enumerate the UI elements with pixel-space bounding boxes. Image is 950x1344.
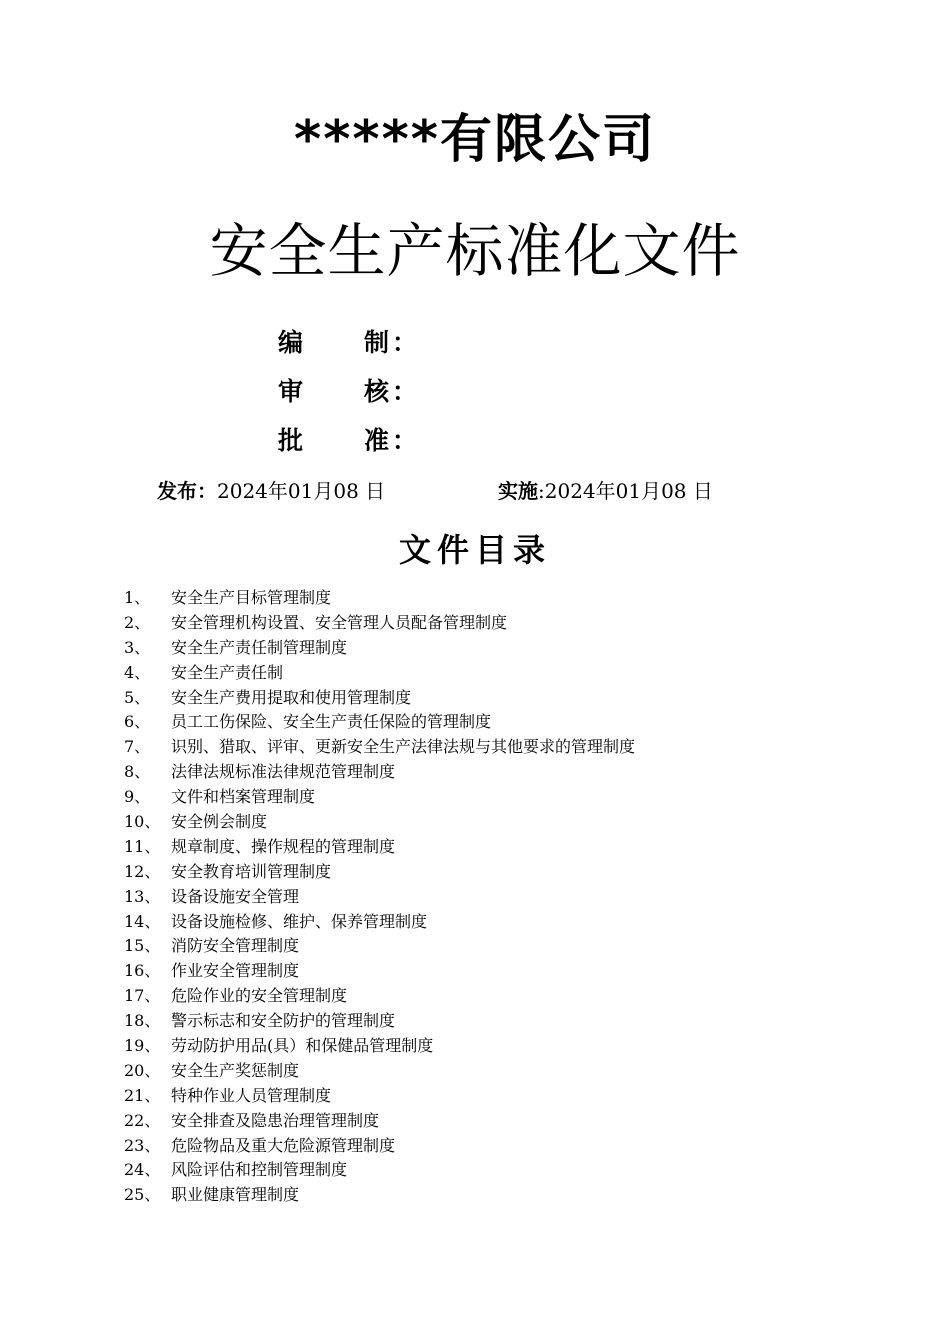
release-date-label: 发布： bbox=[157, 479, 217, 503]
toc-item-title: 规章制度、操作规程的管理制度 bbox=[171, 836, 396, 856]
toc-item-title: 识别、猎取、评审、更新安全生产法律法规与其他要求的管理制度 bbox=[171, 737, 636, 757]
toc-item-number: 12、 bbox=[124, 861, 161, 881]
toc-item-title: 安全生产目标管理制度 bbox=[171, 588, 332, 607]
toc-item-number: 15、 bbox=[124, 936, 161, 956]
toc-item-title: 作业安全管理制度 bbox=[171, 961, 300, 981]
toc-item-title: 文件和档案管理制度 bbox=[171, 787, 316, 807]
toc-item bbox=[124, 810, 635, 835]
toc-item-title: 安全教育培训管理制度 bbox=[171, 861, 332, 881]
toc-item-title: 劳动防护用品(具）和保健品管理制度 bbox=[171, 1036, 434, 1056]
toc-item-number: 20、 bbox=[124, 1060, 161, 1080]
toc-item-number: 21、 bbox=[124, 1085, 161, 1105]
implementation-date-value: :2024年01月08 日 bbox=[538, 479, 713, 503]
toc-title: 文件目录 bbox=[398, 531, 551, 569]
toc-item-title: 安全生产奖惩制度 bbox=[171, 1060, 300, 1080]
toc-item bbox=[124, 1059, 635, 1084]
sign-label-colon: ： bbox=[392, 377, 418, 406]
toc-item-number: 5、 bbox=[124, 687, 151, 707]
toc-item-number: 18、 bbox=[124, 1011, 161, 1031]
toc-item-number: 11、 bbox=[124, 836, 161, 856]
sign-label-char-1: 批 bbox=[278, 426, 304, 455]
toc-item-title: 危险作业的安全管理制度 bbox=[171, 986, 348, 1006]
toc-item bbox=[124, 760, 635, 785]
toc-item bbox=[124, 710, 635, 735]
toc-item bbox=[124, 885, 635, 910]
toc-item-number: 14、 bbox=[124, 911, 161, 931]
toc-item-title: 职业健康管理制度 bbox=[171, 1185, 300, 1205]
sign-label-char-1: 编 bbox=[278, 328, 304, 357]
toc-item-title: 风险评估和控制管理制度 bbox=[171, 1160, 348, 1180]
company-title: *****有限公司 bbox=[294, 110, 656, 170]
release-date-value: 2024年01月08 日 bbox=[217, 479, 386, 503]
toc-item-number: 3、 bbox=[124, 637, 151, 657]
toc-item-number: 16、 bbox=[124, 961, 161, 981]
toc-item-number: 19、 bbox=[124, 1036, 161, 1056]
toc-item-number: 8、 bbox=[124, 762, 151, 782]
toc-item-number: 6、 bbox=[124, 712, 151, 732]
toc-item-number: 24、 bbox=[124, 1160, 161, 1180]
toc-item-title: 安全生产责任制 bbox=[171, 662, 284, 682]
toc-item-title: 特种作业人员管理制度 bbox=[171, 1085, 332, 1105]
toc-item-number: 4、 bbox=[124, 662, 151, 682]
toc-item bbox=[124, 910, 635, 935]
toc-item-number: 2、 bbox=[124, 612, 151, 632]
toc-item bbox=[124, 661, 635, 686]
toc-item bbox=[124, 1009, 635, 1034]
sign-label-char-2: 准 bbox=[364, 426, 390, 455]
toc-item bbox=[124, 934, 635, 959]
toc-item bbox=[124, 984, 635, 1009]
toc-item-title: 员工工伤保险、安全生产责任保险的管理制度 bbox=[171, 712, 492, 732]
toc-list bbox=[124, 586, 635, 1208]
toc-item-title: 警示标志和安全防护的管理制度 bbox=[171, 1011, 396, 1031]
toc-item-title: 安全管理机构设置、安全管理人员配备管理制度 bbox=[171, 612, 508, 632]
sign-label-char-2: 核 bbox=[364, 377, 390, 406]
toc-item bbox=[124, 785, 635, 810]
toc-item-number: 9、 bbox=[124, 787, 151, 807]
toc-item bbox=[124, 686, 635, 711]
sign-label-char-2: 制 bbox=[364, 328, 390, 357]
toc-item-title: 法律法规标准法律规范管理制度 bbox=[171, 762, 396, 782]
toc-item bbox=[124, 611, 635, 636]
toc-item bbox=[124, 636, 635, 661]
toc-item bbox=[124, 1109, 635, 1134]
toc-item bbox=[124, 959, 635, 984]
sign-label-colon: ： bbox=[392, 426, 418, 455]
toc-item-number: 22、 bbox=[124, 1110, 161, 1130]
toc-item-title: 安全生产责任制管理制度 bbox=[171, 637, 348, 657]
toc-item-title: 危险物品及重大危险源管理制度 bbox=[171, 1135, 396, 1155]
toc-item-title: 安全生产费用提取和使用管理制度 bbox=[171, 687, 412, 707]
toc-item-title: 设备设施安全管理 bbox=[171, 886, 300, 906]
sign-label-char-1: 审 bbox=[278, 377, 304, 406]
toc-item-title: 消防安全管理制度 bbox=[171, 936, 300, 956]
toc-item bbox=[124, 860, 635, 885]
toc-item-title: 设备设施检修、维护、保养管理制度 bbox=[171, 911, 428, 931]
toc-item bbox=[124, 1034, 635, 1059]
toc-item bbox=[124, 735, 635, 760]
sign-label-colon: ： bbox=[392, 328, 418, 357]
toc-item bbox=[124, 835, 635, 860]
toc-item-number: 13、 bbox=[124, 886, 161, 906]
toc-item-number: 25、 bbox=[124, 1185, 161, 1205]
toc-item-number: 23、 bbox=[124, 1135, 161, 1155]
document-title: 安全生产标准化文件 bbox=[209, 217, 741, 285]
toc-item-number: 7、 bbox=[124, 737, 151, 757]
toc-item bbox=[124, 1158, 635, 1183]
toc-item bbox=[124, 1084, 635, 1109]
implementation-date-label: 实施 bbox=[498, 479, 538, 503]
toc-item-title: 安全例会制度 bbox=[171, 812, 268, 832]
implementation-date bbox=[498, 476, 713, 506]
toc-item bbox=[124, 586, 635, 611]
toc-item-title: 安全排查及隐患治理管理制度 bbox=[171, 1110, 380, 1130]
toc-item bbox=[124, 1183, 635, 1208]
toc-item-number: 1、 bbox=[124, 588, 151, 607]
toc-item-number: 10、 bbox=[124, 812, 161, 832]
toc-item bbox=[124, 1134, 635, 1159]
release-date bbox=[157, 476, 385, 506]
toc-item-number: 17、 bbox=[124, 986, 161, 1006]
